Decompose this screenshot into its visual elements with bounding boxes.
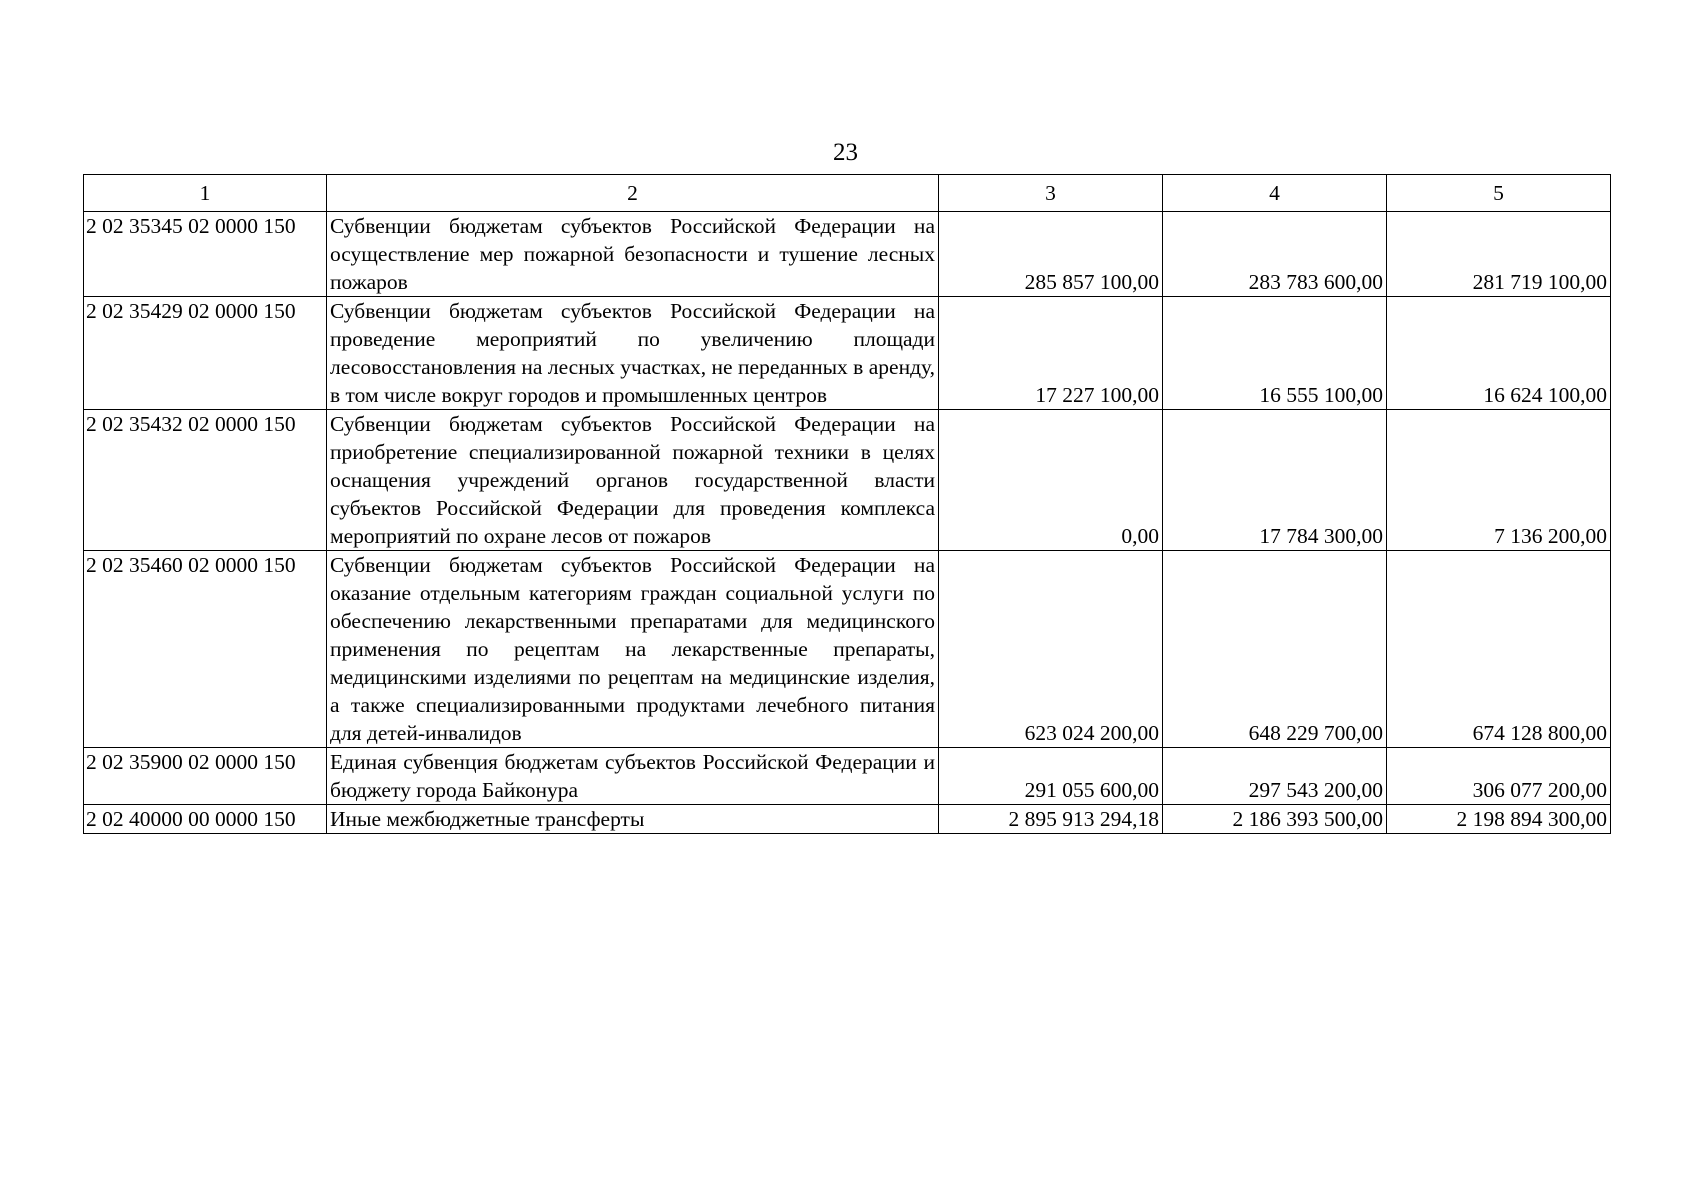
- amount-col5-cell: 7 136 200,00: [1387, 410, 1611, 551]
- table-row: [84, 551, 1611, 748]
- column-header-3: 3: [939, 175, 1163, 212]
- table-row: [84, 297, 1611, 410]
- amount-col3-cell: 291 055 600,00: [939, 748, 1163, 805]
- amount-col4-cell: 17 784 300,00: [1163, 410, 1387, 551]
- budget-code-cell: 2 02 35345 02 0000 150: [84, 212, 327, 297]
- budget-code-cell: 2 02 40000 00 0000 150: [84, 805, 327, 834]
- amount-col4-cell: 283 783 600,00: [1163, 212, 1387, 297]
- amount-col3-cell: 623 024 200,00: [939, 551, 1163, 748]
- description-cell: Субвенции бюджетам субъектов Российской Федерации на оказание отдельным категориям граждан социальной услуги по обеспечению лекарственными препаратами для медицинского применения по рецептам на лекарственные препараты, медицинскими изделиями по рецептам на медицинские изделия, а также специализированными продуктами лечебного питания для детей-инвалидов: [327, 551, 939, 748]
- amount-col3-cell: 0,00: [939, 410, 1163, 551]
- column-header-4: 4: [1163, 175, 1387, 212]
- table-row: [84, 212, 1611, 297]
- amount-col4-cell: 297 543 200,00: [1163, 748, 1387, 805]
- table-row: [84, 748, 1611, 805]
- column-header-2: 2: [327, 175, 939, 212]
- table-row: [84, 410, 1611, 551]
- amount-col5-cell: 16 624 100,00: [1387, 297, 1611, 410]
- amount-col5-cell: 674 128 800,00: [1387, 551, 1611, 748]
- page-number: 23: [833, 139, 858, 166]
- budget-code-cell: 2 02 35432 02 0000 150: [84, 410, 327, 551]
- description-cell: Иные межбюджетные трансферты: [327, 805, 939, 834]
- amount-col4-cell: 648 229 700,00: [1163, 551, 1387, 748]
- table-row: [84, 805, 1611, 834]
- amount-col3-cell: 17 227 100,00: [939, 297, 1163, 410]
- description-cell: Субвенции бюджетам субъектов Российской Федерации на проведение мероприятий по увеличению площади лесовосстановления на лесных участках, не переданных в аренду, в том числе вокруг городов и промышленных центров: [327, 297, 939, 410]
- description-cell: Единая субвенция бюджетам субъектов Российской Федерации и бюджету города Байконура: [327, 748, 939, 805]
- amount-col5-cell: 2 198 894 300,00: [1387, 805, 1611, 834]
- budget-code-cell: 2 02 35429 02 0000 150: [84, 297, 327, 410]
- amount-col4-cell: 16 555 100,00: [1163, 297, 1387, 410]
- column-header-5: 5: [1387, 175, 1611, 212]
- budget-table: [83, 174, 1611, 834]
- table-header-row: [84, 175, 1611, 212]
- amount-col3-cell: 2 895 913 294,18: [939, 805, 1163, 834]
- column-header-1: 1: [84, 175, 327, 212]
- description-cell: Субвенции бюджетам субъектов Российской Федерации на приобретение специализированной пожарной техники в целях оснащения учреждений органов государственной власти субъектов Российской Федерации для проведения комплекса мероприятий по охране лесов от пожаров: [327, 410, 939, 551]
- amount-col3-cell: 285 857 100,00: [939, 212, 1163, 297]
- budget-code-cell: 2 02 35900 02 0000 150: [84, 748, 327, 805]
- amount-col4-cell: 2 186 393 500,00: [1163, 805, 1387, 834]
- budget-code-cell: 2 02 35460 02 0000 150: [84, 551, 327, 748]
- description-cell: Субвенции бюджетам субъектов Российской Федерации на осуществление мер пожарной безопасности и тушение лесных пожаров: [327, 212, 939, 297]
- amount-col5-cell: 306 077 200,00: [1387, 748, 1611, 805]
- amount-col5-cell: 281 719 100,00: [1387, 212, 1611, 297]
